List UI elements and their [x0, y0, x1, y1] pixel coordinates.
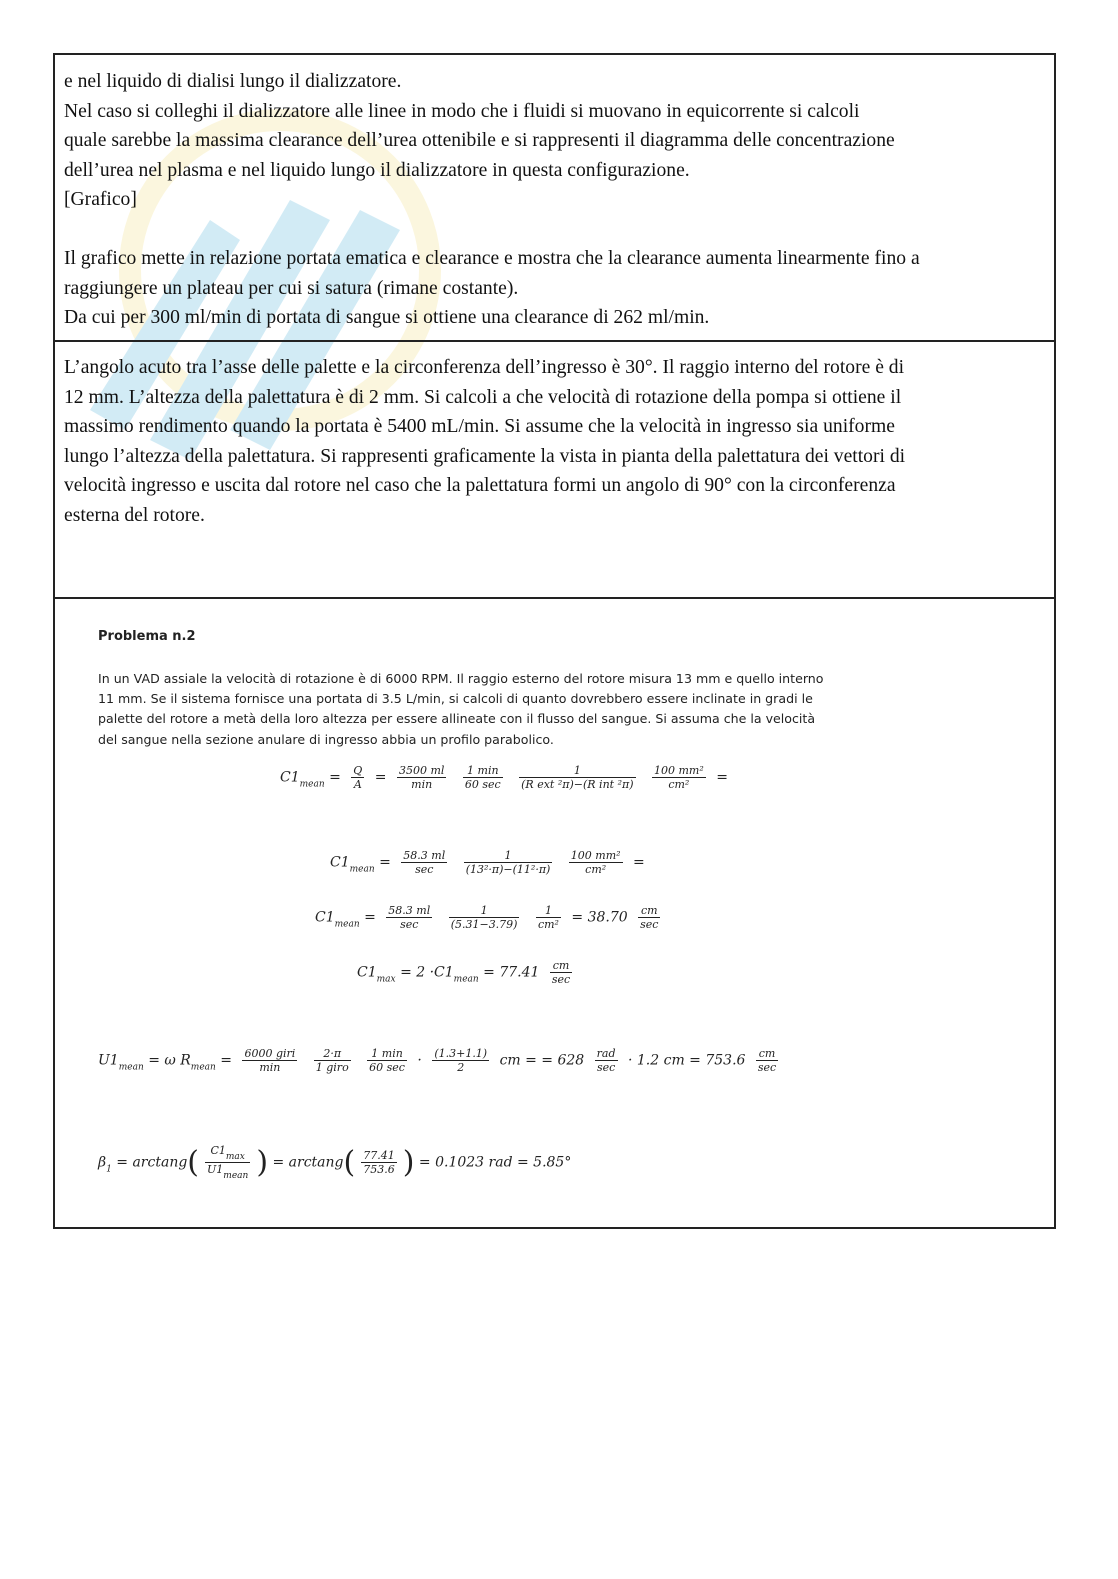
eq-term: 100 mm²	[653, 764, 704, 777]
eq-term: 58.3 ml	[403, 849, 446, 862]
eq-term: 1 min	[367, 1047, 407, 1061]
eq-term: =	[374, 769, 387, 786]
eq-term: cm²	[537, 918, 559, 931]
fraction	[536, 904, 561, 931]
fraction	[569, 849, 623, 876]
eq-term: cm²	[668, 778, 690, 791]
eq-term: A	[353, 778, 362, 791]
eq-term: 1 min	[463, 764, 503, 778]
eq-term: = arctang	[116, 1154, 188, 1171]
text-line: Nel caso si colleghi il dializzatore alle linee in modo che i fluidi si muovano in equicorrente si calcoli	[64, 100, 860, 122]
eq-term: C1	[280, 769, 300, 786]
eq-term: 1	[449, 904, 520, 918]
eq-term: C1	[315, 909, 335, 926]
eq-term	[205, 1144, 250, 1163]
eq-term: sec	[757, 1061, 777, 1074]
fraction	[361, 1149, 397, 1176]
eq-term: = 2 ·C1	[400, 964, 454, 981]
pump-text	[64, 353, 1044, 530]
paren-close: )	[402, 1145, 415, 1180]
text-line: [Grafico]	[64, 189, 137, 210]
equation-beta1	[98, 1144, 571, 1181]
fraction	[595, 1047, 618, 1074]
eq-term: cm = = 628	[499, 1052, 585, 1069]
eq-term: =	[633, 854, 645, 871]
eq-term: 2·π	[314, 1047, 351, 1061]
eq-term: U1	[98, 1052, 119, 1069]
eq-term: mean	[190, 1062, 216, 1073]
eq-term: sec	[400, 918, 419, 931]
paren-open: (	[187, 1145, 200, 1180]
eq-term: = arctang	[272, 1154, 344, 1171]
text-line: e nel liquido di dialisi lungo il dializzatore.	[64, 71, 402, 92]
fraction	[550, 959, 572, 986]
eq-term: 753.6	[363, 1163, 395, 1176]
text-line: quale sarebbe la massima clearance dell’urea ottenibile e si rappresenti il diagramma delle concentrazione	[64, 130, 895, 151]
text-line: massimo rendimento quando la portata è 5400 mL/min. Si assume che la velocità in ingresso sia uniforme	[64, 416, 895, 437]
text-line: 12 mm. L’altezza della palettatura è di 2 mm. Si calcoli a che velocità di rotazione della pompa si ottiene il	[64, 386, 902, 408]
fraction	[432, 1047, 489, 1074]
fraction	[351, 764, 364, 791]
eq-term: = ω R	[148, 1052, 191, 1069]
text-line: velocità ingresso e uscita dal rotore nel caso che la palettatura formi un angolo di 90° con la circonferenza	[64, 475, 896, 496]
eq-term: (5.31−3.79)	[450, 918, 518, 931]
eq-term: U1	[207, 1163, 224, 1176]
fraction	[463, 764, 503, 791]
eq-term: =	[220, 1052, 233, 1069]
text-line: esterna del rotore.	[64, 504, 205, 526]
eq-term: (13²·π)−(11²·π)	[465, 863, 551, 876]
problem-statement	[98, 669, 898, 750]
problem-title: Problema n.2	[98, 629, 196, 644]
equation-u1-mean	[98, 1047, 784, 1074]
eq-term: mean	[223, 1171, 249, 1181]
text-line: Il grafico mette in relazione portata ematica e clearance e mostra che la clearance aumenta linearmente fino a	[64, 248, 920, 269]
fraction	[205, 1144, 250, 1181]
eq-term	[205, 1163, 250, 1181]
eq-term: 2	[457, 1061, 465, 1074]
fraction	[367, 1047, 407, 1074]
fraction	[401, 849, 447, 876]
eq-term: 1 giro	[315, 1061, 349, 1074]
eq-term: (1.3+1.1)	[434, 1047, 488, 1060]
eq-term: C1	[210, 1144, 226, 1157]
eq-term: (R ext ²π)−(R int ²π)	[521, 778, 634, 791]
eq-term: mean	[299, 779, 325, 790]
eq-term: = 38.70	[571, 909, 628, 926]
eq-term: 1	[464, 849, 553, 863]
eq-term: Q	[353, 764, 363, 777]
eq-term: min	[411, 778, 433, 791]
eq-term: mean	[349, 864, 375, 875]
text-line: lungo l’altezza della palettatura. Si rappresenti graficamente la vista in pianta della palettatura dei vettori di	[64, 445, 906, 467]
eq-term: ·	[417, 1052, 422, 1069]
eq-term: cm	[638, 904, 660, 918]
text-line: L’angolo acuto tra l’asse delle palette e la circonferenza dell’ingresso è 30°. Il raggio interno del rotore è di	[64, 357, 905, 378]
eq-term: mean	[334, 919, 360, 930]
fraction	[519, 764, 635, 791]
eq-term: = 0.1023 rad = 5.85°	[418, 1154, 572, 1171]
equation-c1-mean-2	[330, 849, 645, 876]
fraction	[638, 904, 660, 931]
eq-term: 3500 ml	[398, 764, 445, 777]
text-line	[64, 215, 1044, 245]
fraction	[756, 1047, 778, 1074]
equation-c1-max	[357, 959, 578, 986]
eq-term: cm	[550, 959, 572, 973]
text-line: del sangue nella sezione anulare di ingresso abbia un profilo parabolico.	[98, 731, 554, 747]
eq-term: = 77.41	[483, 964, 540, 981]
eq-term: mean	[453, 974, 479, 985]
eq-term: C1	[357, 964, 377, 981]
eq-term: 1	[536, 904, 561, 918]
text-line: In un VAD assiale la velocità di rotazione è di 6000 RPM. Il raggio esterno del rotore misura 13 mm e quello interno	[98, 671, 824, 686]
fraction	[314, 1047, 351, 1074]
fraction	[386, 904, 432, 931]
eq-term: max	[376, 974, 396, 985]
eq-term: 60 sec	[369, 1061, 405, 1074]
eq-term: β	[98, 1154, 107, 1171]
text-box-pump	[53, 340, 1056, 598]
eq-term: 58.3 ml	[388, 904, 431, 917]
eq-term: 77.41	[363, 1149, 395, 1162]
text-box-dialysis	[53, 53, 1056, 341]
eq-term: cm²	[585, 863, 607, 876]
paren-open: (	[343, 1145, 356, 1180]
eq-term: cm	[756, 1047, 778, 1061]
eq-term: max	[225, 1152, 245, 1162]
eq-term: sec	[551, 973, 571, 986]
eq-term: 100 mm²	[570, 849, 621, 862]
text-line: raggiungere un plateau per cui si satura (rimane costante).	[64, 277, 519, 299]
equation-c1-mean-3	[315, 904, 666, 931]
paren-close: )	[256, 1145, 269, 1180]
text-line: Da cui per 300 ml/min di portata di sangue si ottiene una clearance di 262 ml/min.	[64, 307, 710, 328]
eq-term: =	[379, 854, 391, 871]
eq-term: sec	[415, 863, 434, 876]
eq-term: 1	[106, 1164, 112, 1175]
text-line: palette del rotore a metà della loro altezza per essere allineate con il flusso del sangue. Si assuma che la velocità	[98, 711, 816, 727]
problem-box	[53, 597, 1056, 1229]
equation-c1-mean-1	[280, 764, 728, 791]
fraction	[242, 1047, 297, 1074]
eq-term: sec	[640, 918, 659, 931]
dialysis-text	[64, 67, 1044, 333]
eq-term: C1	[330, 854, 350, 871]
eq-term: mean	[118, 1062, 144, 1073]
eq-term: =	[364, 909, 376, 926]
fraction	[652, 764, 706, 791]
text-line: 11 mm. Se il sistema fornisce una portata di 3.5 L/min, si calcoli di quanto dovrebbero essere inclinate in gradi le	[98, 691, 813, 707]
fraction	[397, 764, 446, 791]
eq-term: sec	[596, 1061, 616, 1074]
eq-term: 6000 giri	[244, 1047, 296, 1060]
eq-term: 1	[519, 764, 635, 778]
eq-term: =	[716, 769, 728, 786]
eq-term: rad	[596, 1047, 616, 1060]
text-line: dell’urea nel plasma e nel liquido lungo il dializzatore in questa configurazione.	[64, 159, 690, 181]
fraction	[464, 849, 553, 876]
eq-term: · 1.2 cm = 753.6	[627, 1052, 746, 1069]
eq-term: 60 sec	[464, 778, 501, 791]
eq-term: =	[329, 769, 341, 786]
eq-term: min	[259, 1061, 281, 1074]
fraction	[449, 904, 520, 931]
